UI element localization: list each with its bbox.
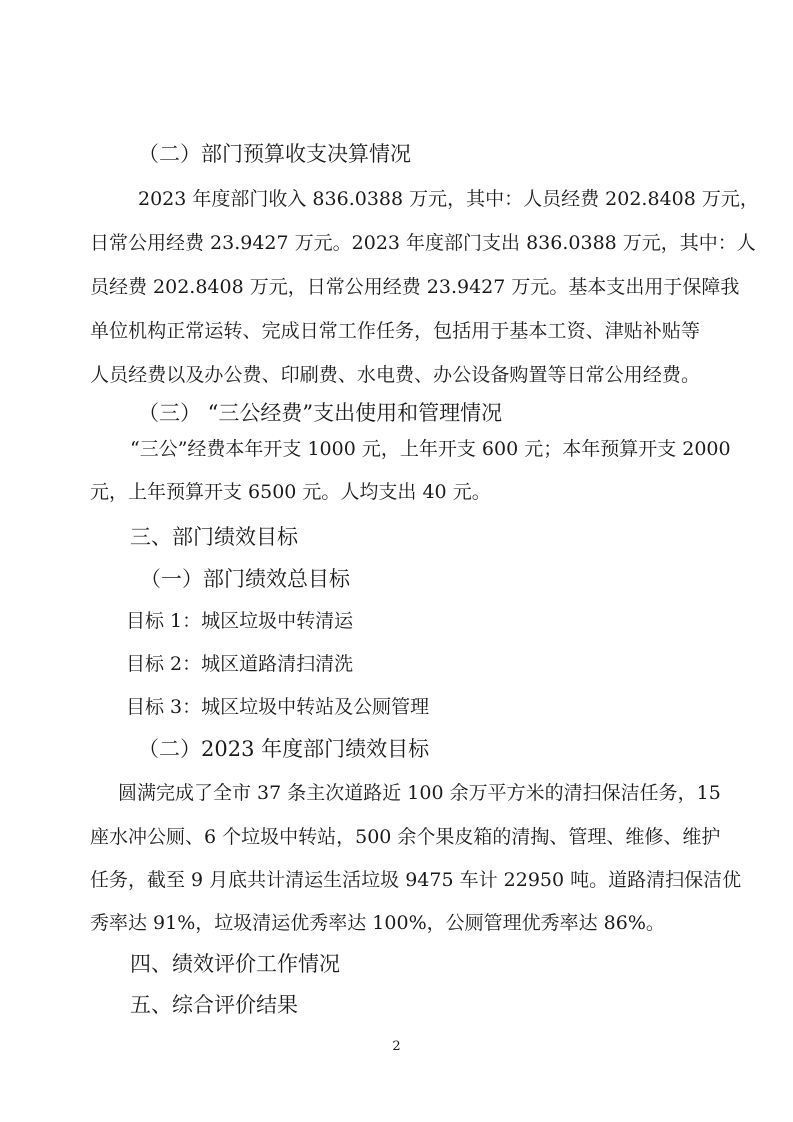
budget-paragraph-line-5: 人员经费以及办公费、印刷费、水电费、办公设备购置等日常公用经费。 — [90, 364, 700, 386]
heading-budget-execution: （二）部门预算收支决算情况 — [138, 142, 411, 166]
annual-paragraph-line-2: 座水冲公厕、6 个垃圾中转站，500 余个果皮箱的清掏、管理、维修、维护 — [90, 826, 721, 848]
heading-evaluation-result: 五、综合评价结果 — [130, 993, 298, 1017]
heading-evaluation-work: 四、绩效评价工作情况 — [130, 952, 340, 976]
budget-paragraph-line-3: 员经费 202.8408 万元，日常公用经费 23.9427 万元。基本支出用于保障我 — [90, 276, 740, 298]
budget-paragraph-line-4: 单位机构正常运转、完成日常工作任务，包括用于基本工资、津贴补贴等 — [90, 320, 700, 342]
goal-item-2: 目标 2：城区道路清扫清洗 — [126, 653, 354, 675]
sangong-paragraph-line-1: “三公”经费本年开支 1000 元，上年开支 600 元；本年预算开支 2000 — [130, 438, 731, 460]
heading-performance-goals: 三、部门绩效目标 — [130, 525, 298, 549]
heading-sangong-expenses: （三） “三公经费”支出使用和管理情况 — [138, 401, 503, 425]
annual-paragraph-line-3: 任务，截至 9 月底共计清运生活垃圾 9475 车计 22950 吨。道路清扫保洁优 — [90, 869, 742, 891]
heading-annual-goal: （二）2023 年度部门绩效目标 — [138, 737, 430, 761]
annual-paragraph-line-1: 圆满完成了全市 37 条主次道路近 100 余万平方米的清扫保洁任务，15 — [118, 782, 721, 804]
budget-paragraph-line-1: 2023 年度部门收入 836.0388 万元，其中：人员经费 202.8408 万元， — [138, 188, 759, 210]
annual-paragraph-line-4: 秀率达 91%，垃圾清运优秀率达 100%，公厕管理优秀率达 86%。 — [90, 912, 665, 934]
goal-item-3: 目标 3：城区垃圾中转站及公厕管理 — [126, 696, 430, 718]
goal-item-1: 目标 1：城区垃圾中转清运 — [126, 610, 354, 632]
sangong-paragraph-line-2: 元，上年预算开支 6500 元。人均支出 40 元。 — [90, 481, 491, 503]
page-number: 2 — [392, 1039, 401, 1054]
heading-overall-goal: （一）部门绩效总目标 — [140, 567, 350, 591]
budget-paragraph-line-2: 日常公用经费 23.9427 万元。2023 年度部门支出 836.0388 万元，其中：人 — [90, 232, 756, 254]
